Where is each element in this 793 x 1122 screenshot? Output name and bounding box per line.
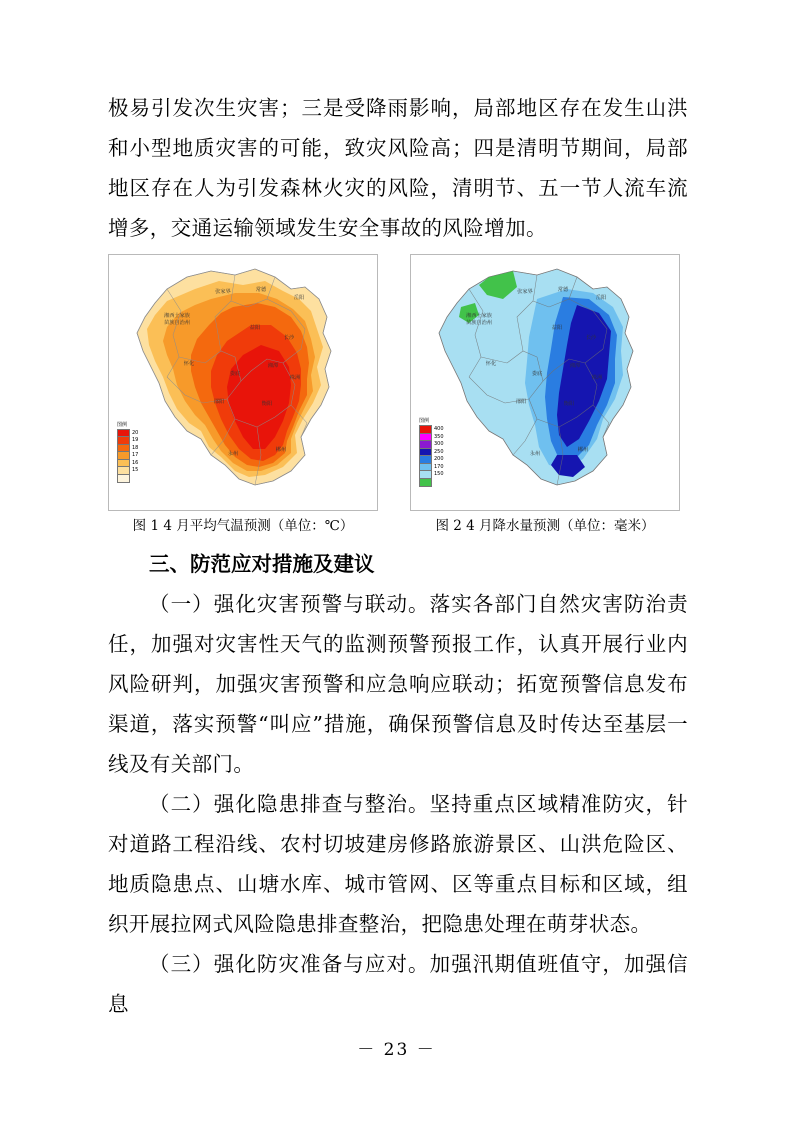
figure-1-legend	[117, 422, 138, 483]
svg-text:苗族自治州: 苗族自治州	[466, 320, 492, 326]
svg-text:张家界: 张家界	[215, 289, 231, 295]
legend-label: 18	[132, 444, 139, 451]
svg-text:怀化: 怀化	[183, 361, 195, 367]
svg-text:张家界: 张家界	[517, 289, 533, 295]
legend-title: 图例	[117, 421, 128, 428]
svg-text:湘西土家族: 湘西土家族	[466, 313, 492, 319]
svg-text:湘潭: 湘潭	[569, 363, 581, 369]
svg-text:衡阳: 衡阳	[563, 401, 575, 407]
legend-label: 300	[434, 441, 444, 448]
legend-swatch	[419, 478, 432, 488]
svg-text:郴州: 郴州	[275, 447, 287, 453]
figure-2-map	[410, 254, 680, 511]
section-heading: 三、防范应对措施及建议	[149, 552, 375, 576]
legend-label: 200	[434, 456, 444, 463]
legend-label: 16	[132, 459, 139, 466]
svg-text:岳阳: 岳阳	[293, 295, 305, 301]
svg-text:株洲: 株洲	[289, 375, 301, 381]
figure-1	[108, 254, 378, 535]
svg-text:娄底: 娄底	[229, 371, 241, 377]
svg-text:长沙: 长沙	[283, 335, 295, 341]
svg-text:湘潭: 湘潭	[267, 363, 279, 369]
figure-2	[410, 254, 680, 535]
svg-text:苗族自治州: 苗族自治州	[164, 320, 190, 326]
svg-text:永州: 永州	[227, 451, 239, 457]
svg-text:益阳: 益阳	[551, 325, 563, 331]
svg-text:株洲: 株洲	[591, 375, 603, 381]
svg-text:长沙: 长沙	[585, 335, 597, 341]
legend-label: 250	[434, 448, 444, 455]
legend-swatch	[117, 474, 130, 484]
legend-label: 400	[434, 426, 444, 433]
svg-text:衡阳: 衡阳	[261, 401, 273, 407]
page-number: － 23 －	[357, 1040, 436, 1060]
svg-text:邵阳: 邵阳	[213, 399, 225, 405]
legend-label: 15	[132, 467, 139, 474]
legend-label: 350	[434, 433, 444, 440]
figure-2-legend	[419, 418, 444, 486]
svg-text:永州: 永州	[529, 451, 541, 457]
svg-text:常德: 常德	[557, 287, 569, 293]
paragraph-3: （三）强化防灾准备与应对。加强汛期值班值守，加强信息	[108, 952, 688, 1016]
legend-label: 150	[434, 471, 444, 478]
legend-label: 17	[132, 452, 139, 459]
svg-text:怀化: 怀化	[485, 361, 497, 367]
figure-row	[108, 254, 688, 544]
legend-row	[419, 479, 444, 487]
figure-2-caption: 图 2 4 月降水量预测（单位：毫米）	[435, 518, 655, 534]
svg-text:岳阳: 岳阳	[595, 295, 607, 301]
svg-text:郴州: 郴州	[577, 447, 589, 453]
legend-label: 19	[132, 437, 139, 444]
legend-label: 20	[132, 429, 139, 436]
svg-text:湘西土家族: 湘西土家族	[164, 313, 190, 319]
figure-1-map	[108, 254, 378, 511]
paragraph-1: （一）强化灾害预警与联动。落实各部门自然灾害防治责任，加强对灾害性天气的监测预警预报工作，认真开展行业内风险研判，加强灾害预警和应急响应联动；拓宽预警信息发布渠道，落实预警“叫应”措施，确保预警信息及时传达至基层一线及有关部门。	[108, 592, 688, 776]
legend-label: 170	[434, 463, 444, 470]
svg-text:常德: 常德	[255, 287, 267, 293]
svg-text:益阳: 益阳	[249, 325, 261, 331]
svg-text:娄底: 娄底	[531, 371, 543, 377]
legend-row	[117, 475, 138, 483]
svg-text:邵阳: 邵阳	[515, 399, 527, 405]
paragraph-intro: 极易引发次生灾害；三是受降雨影响，局部地区存在发生山洪和小型地质灾害的可能，致灾风险高；四是清明节期间，局部地区存在人为引发森林火灾的风险，清明节、五一节人流车流增多，交通运输领域发生安全事故的风险增加。	[108, 96, 688, 240]
paragraph-2: （二）强化隐患排查与整治。坚持重点区域精准防灾，针对道路工程沿线、农村切坡建房修路旅游景区、山洪危险区、地质隐患点、山塘水库、城市管网、区等重点目标和区域，组织开展拉网式风险隐患排查整治，把隐患处理在萌芽状态。	[108, 792, 688, 936]
figure-1-caption: 图 1 4 月平均气温预测（单位：℃）	[132, 518, 354, 534]
page-content	[108, 88, 688, 1024]
legend-title: 图例	[419, 418, 430, 424]
